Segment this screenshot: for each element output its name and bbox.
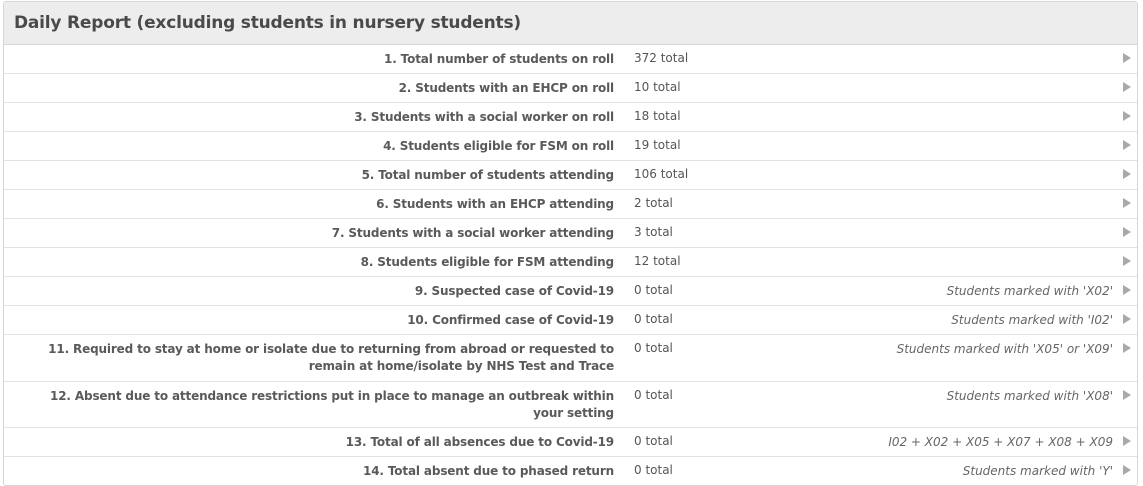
row-value: 0 total xyxy=(634,283,673,297)
row-value: 106 total xyxy=(634,167,689,181)
caret-right-icon[interactable] xyxy=(1119,132,1137,150)
report-rows xyxy=(4,45,1137,485)
row-label: 4. Students eligible for FSM on roll xyxy=(383,139,614,153)
row-label: 3. Students with a social worker on roll xyxy=(354,110,614,124)
row-note xyxy=(754,45,1119,56)
report-row-9[interactable] xyxy=(4,277,1137,306)
row-note xyxy=(754,103,1119,114)
row-value: 0 total xyxy=(634,312,673,326)
row-value: 372 total xyxy=(634,51,689,65)
row-value: 0 total xyxy=(634,341,673,355)
panel-title: Daily Report (excluding students in nursery students) xyxy=(14,13,521,33)
row-note xyxy=(754,248,1119,259)
row-label: 13. Total of all absences due to Covid-19 xyxy=(345,435,614,449)
row-label: 6. Students with an EHCP attending xyxy=(376,197,614,211)
report-row-2[interactable] xyxy=(4,74,1137,103)
row-label: 1. Total number of students on roll xyxy=(384,52,614,66)
row-label: 9. Suspected case of Covid-19 xyxy=(414,284,614,298)
row-value: 18 total xyxy=(634,109,681,123)
row-value: 19 total xyxy=(634,138,681,152)
row-label: 2. Students with an EHCP on roll xyxy=(398,81,614,95)
row-value: 0 total xyxy=(634,463,673,477)
report-row-3[interactable] xyxy=(4,103,1137,132)
daily-report-panel xyxy=(3,1,1138,486)
caret-right-icon[interactable] xyxy=(1119,74,1137,92)
caret-right-icon[interactable] xyxy=(1119,219,1137,237)
caret-right-icon[interactable] xyxy=(1119,161,1137,179)
row-value: 0 total xyxy=(634,434,673,448)
row-label: 8. Students eligible for FSM attending xyxy=(360,255,614,269)
caret-right-icon[interactable] xyxy=(1119,428,1137,446)
report-row-5[interactable] xyxy=(4,161,1137,190)
row-label: 10. Confirmed case of Covid-19 xyxy=(407,313,614,327)
row-value: 2 total xyxy=(634,196,673,210)
caret-right-icon[interactable] xyxy=(1119,306,1137,324)
row-note: Students marked with 'X08' xyxy=(946,389,1113,403)
row-note: Students marked with 'I02' xyxy=(951,313,1113,327)
report-row-7[interactable] xyxy=(4,219,1137,248)
caret-right-icon[interactable] xyxy=(1119,45,1137,63)
row-value: 0 total xyxy=(634,388,673,402)
row-value: 12 total xyxy=(634,254,681,268)
row-note: I02 + X02 + X05 + X07 + X08 + X09 xyxy=(888,435,1113,449)
caret-right-icon[interactable] xyxy=(1119,190,1137,208)
row-note: Students marked with 'X05' or 'X09' xyxy=(896,342,1113,356)
caret-right-icon[interactable] xyxy=(1119,457,1137,475)
report-row-6[interactable] xyxy=(4,190,1137,219)
report-row-13[interactable] xyxy=(4,428,1137,457)
row-label: 7. Students with a social worker attending xyxy=(331,226,614,240)
row-value: 10 total xyxy=(634,80,681,94)
row-note xyxy=(754,161,1119,172)
row-label: 11. Required to stay at home or isolate due to returning from abroad or requested to remain at home/isolate by NHS Test and Trace xyxy=(48,342,614,373)
report-row-8[interactable] xyxy=(4,248,1137,277)
report-row-10[interactable] xyxy=(4,306,1137,335)
row-label: 12. Absent due to attendance restrictions put in place to manage an outbreak within your setting xyxy=(50,389,614,420)
row-note: Students marked with 'Y' xyxy=(962,464,1113,478)
row-value: 3 total xyxy=(634,225,673,239)
panel-header xyxy=(4,2,1137,45)
report-row-1[interactable] xyxy=(4,45,1137,74)
caret-right-icon[interactable] xyxy=(1119,335,1137,353)
report-row-11[interactable] xyxy=(4,335,1137,382)
report-row-14[interactable] xyxy=(4,457,1137,485)
row-label: 5. Total number of students attending xyxy=(361,168,614,182)
report-row-4[interactable] xyxy=(4,132,1137,161)
row-label: 14. Total absent due to phased return xyxy=(363,464,614,478)
caret-right-icon[interactable] xyxy=(1119,103,1137,121)
row-note xyxy=(754,132,1119,143)
caret-right-icon[interactable] xyxy=(1119,248,1137,266)
row-note: Students marked with 'X02' xyxy=(946,284,1113,298)
caret-right-icon[interactable] xyxy=(1119,277,1137,295)
row-note xyxy=(754,219,1119,230)
row-note xyxy=(754,190,1119,201)
report-row-12[interactable] xyxy=(4,382,1137,428)
caret-right-icon[interactable] xyxy=(1119,382,1137,400)
row-note xyxy=(754,74,1119,85)
